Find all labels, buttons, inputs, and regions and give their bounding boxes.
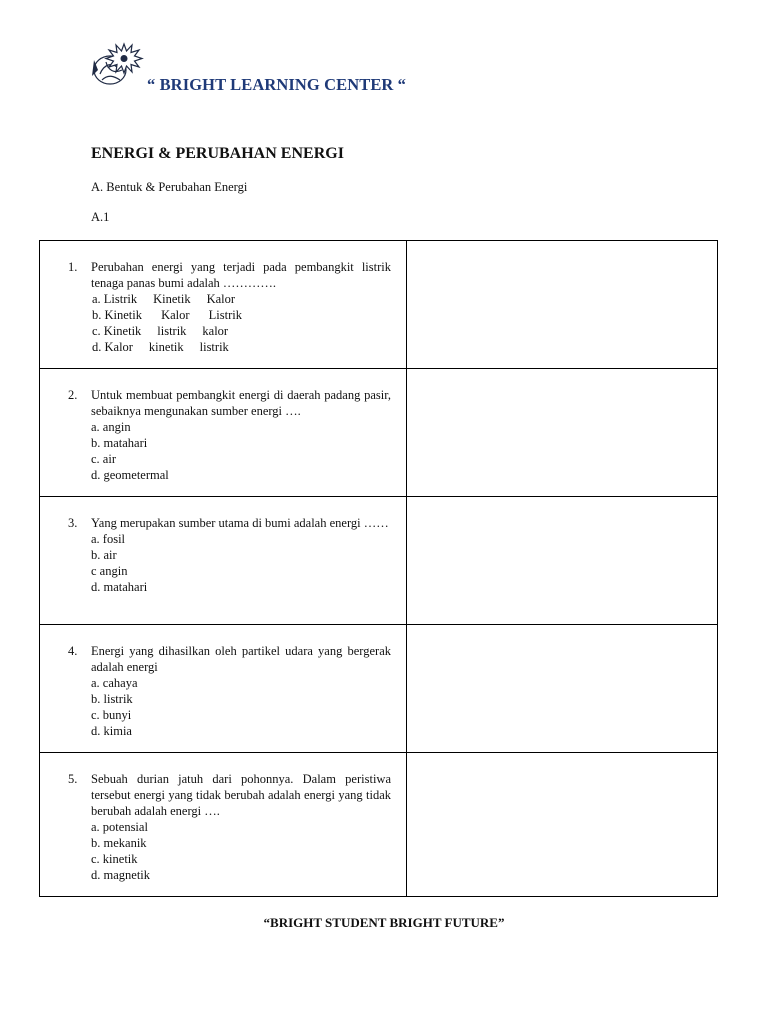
option-b: b. air xyxy=(91,548,117,562)
question-row-3 xyxy=(40,497,717,625)
answer-cell xyxy=(407,753,717,896)
option-c: c angin xyxy=(91,564,128,578)
option-b: b. Kinetik Kalor Listrik xyxy=(92,308,229,322)
footer-tagline: “BRIGHT STUDENT BRIGHT FUTURE” xyxy=(263,915,505,930)
question-text: Untuk membuat pembangkit energi di daerah padang pasir, sebaiknya mengunakan sumber energi …. xyxy=(91,388,391,418)
option-d: d. kimia xyxy=(91,724,132,738)
option-b: b. matahari xyxy=(91,436,148,450)
question-number: 2. xyxy=(68,388,78,402)
question-text: Perubahan energi yang terjadi pada pembangkit listrik tenaga panas bumi adalah …………. xyxy=(91,260,391,290)
option-b: b. mekanik xyxy=(91,836,147,850)
organization-name: “ BRIGHT LEARNING CENTER “ xyxy=(147,75,407,94)
answer-cell xyxy=(407,241,717,368)
question-text: Yang merupakan sumber utama di bumi adalah energi …… xyxy=(91,516,389,530)
option-c: c. Kinetik listrik kalor xyxy=(92,324,215,338)
question-row-2 xyxy=(40,369,717,497)
option-a: a. cahaya xyxy=(91,676,138,690)
question-row-4 xyxy=(40,625,717,753)
question-cell xyxy=(40,241,407,368)
option-c: c. bunyi xyxy=(91,708,132,722)
question-cell xyxy=(40,497,407,624)
sun-star-logo-icon xyxy=(88,40,146,92)
question-number: 4. xyxy=(68,644,78,658)
option-a: a. Listrik Kinetik Kalor xyxy=(92,292,222,306)
option-d: d. matahari xyxy=(91,580,148,594)
question-cell xyxy=(40,753,407,896)
answer-cell xyxy=(407,625,717,752)
answer-cell xyxy=(407,497,717,624)
questions-table xyxy=(39,240,718,897)
option-a: a. potensial xyxy=(91,820,148,834)
question-number: 3. xyxy=(68,516,78,530)
question-text: Sebuah durian jatuh dari pohonnya. Dalam peristiwa tersebut energi yang tidak berubah adalah energi yang tidak berubah adalah energi …. xyxy=(91,772,391,818)
question-cell xyxy=(40,625,407,752)
question-text: Energi yang dihasilkan oleh partikel udara yang bergerak adalah energi xyxy=(91,644,391,674)
option-a: a. angin xyxy=(91,420,131,434)
question-cell xyxy=(40,369,407,496)
option-c: c. kinetik xyxy=(91,852,138,866)
option-c: c. air xyxy=(91,452,116,466)
option-d: d. geometermal xyxy=(91,468,169,482)
question-row-5 xyxy=(40,753,717,896)
section-heading: A. Bentuk & Perubahan Energi xyxy=(91,180,248,194)
option-a: a. fosil xyxy=(91,532,126,546)
question-number: 1. xyxy=(68,260,78,274)
option-d: d. magnetik xyxy=(91,868,151,882)
question-row-1 xyxy=(40,241,717,369)
answer-cell xyxy=(407,369,717,496)
document-title: ENERGI & PERUBAHAN ENERGI xyxy=(91,145,344,162)
subsection-heading: A.1 xyxy=(91,210,110,224)
question-number: 5. xyxy=(68,772,78,786)
option-d: d. Kalor kinetik listrik xyxy=(92,340,216,354)
option-b: b. listrik xyxy=(91,692,133,706)
